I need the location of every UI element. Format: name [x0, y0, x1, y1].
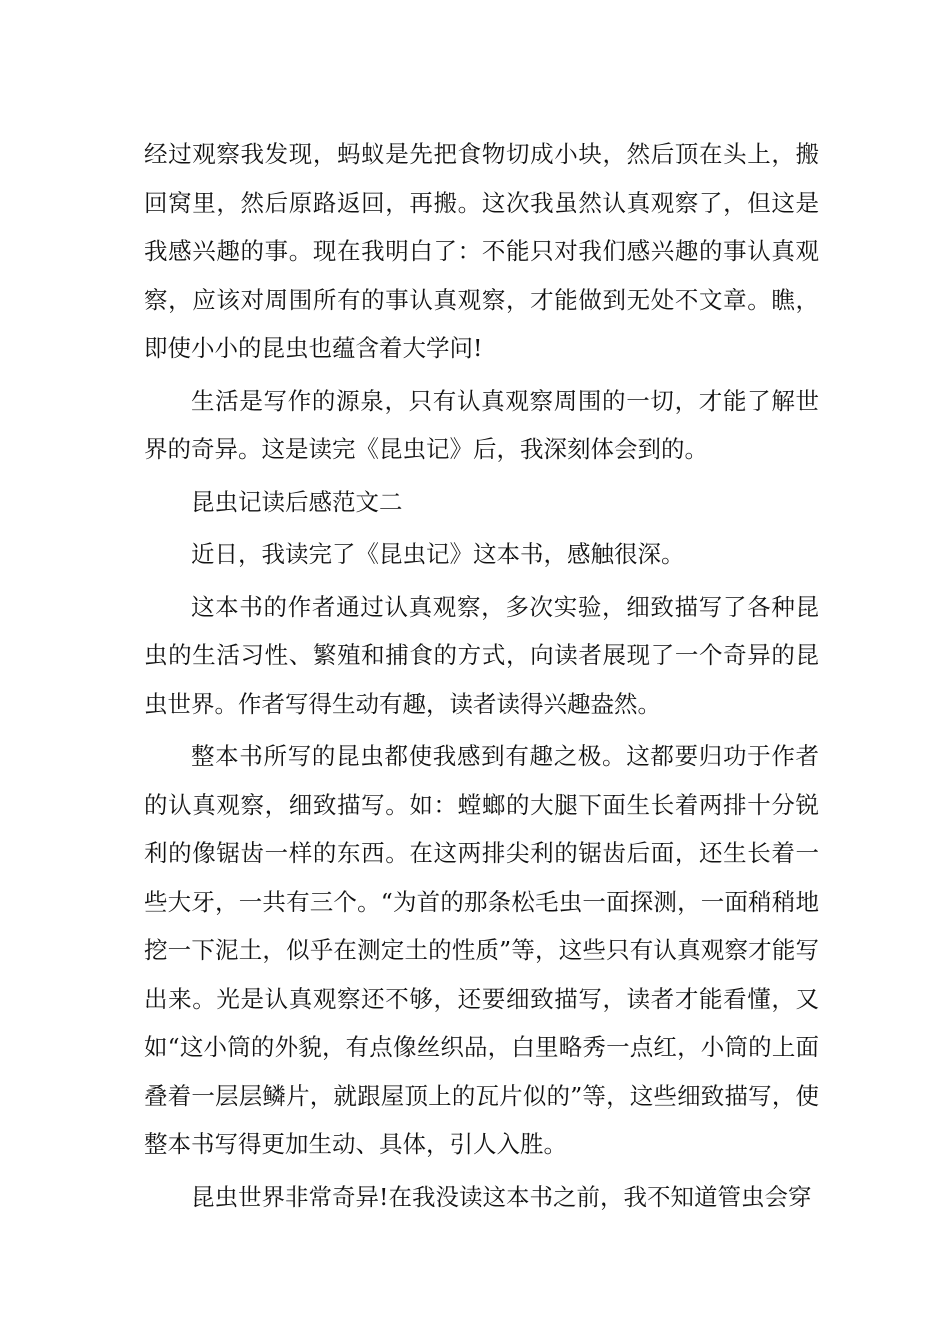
paragraph: 昆虫世界非常奇异!在我没读这本书之前，我不知道管虫会穿 [191, 1182, 812, 1211]
document-body [144, 130, 819, 1225]
paragraph: 生活是写作的源泉，只有认真观察周围的一切，才能了解世界的奇异。这是读完《昆虫记》后，我深刻体会到的。 [144, 386, 819, 463]
paragraph: 这本书的作者通过认真观察，多次实验，细致描写了各种昆虫的生活习性、繁殖和捕食的方式，向读者展现了一个奇异的昆虫世界。作者写得生动有趣，读者读得兴趣盎然。 [144, 592, 819, 718]
paragraph: 整本书所写的昆虫都使我感到有趣之极。这都要归功于作者的认真观察，细致描写。如：螳螂的大腿下面生长着两排十分锐利的像锯齿一样的东西。在这两排尖利的锯齿后面，还生长着一些大牙，一共有三个。“为首的那条松毛虫一面探测，一面稍稍地挖一下泥土，似乎在测定土的性质”等，这些只有认真观察才能写出来。光是认真观察还不够，还要细致描写，读者才能看懂，又如“这小筒的外貌，有点像丝织品，白里略秀一点红，小筒的上面叠着一层层鳞片，就跟屋顶上的瓦片似的”等，这些细致描写，使整本书写得更加生动、具体，引人入胜。 [144, 742, 819, 1158]
paragraph: 经过观察我发现，蚂蚁是先把食物切成小块，然后顶在头上，搬回窝里，然后原路返回，再搬。这次我虽然认真观察了，但这是我感兴趣的事。现在我明白了：不能只对我们感兴趣的事认真观察，应该对周围所有的事认真观察，才能做到无处不文章。瞧，即使小小的昆虫也蕴含着大学问! [144, 140, 819, 362]
paragraph: 近日，我读完了《昆虫记》这本书，感触很深。 [191, 540, 685, 568]
section-heading: 昆虫记读后感范文二 [191, 487, 403, 516]
